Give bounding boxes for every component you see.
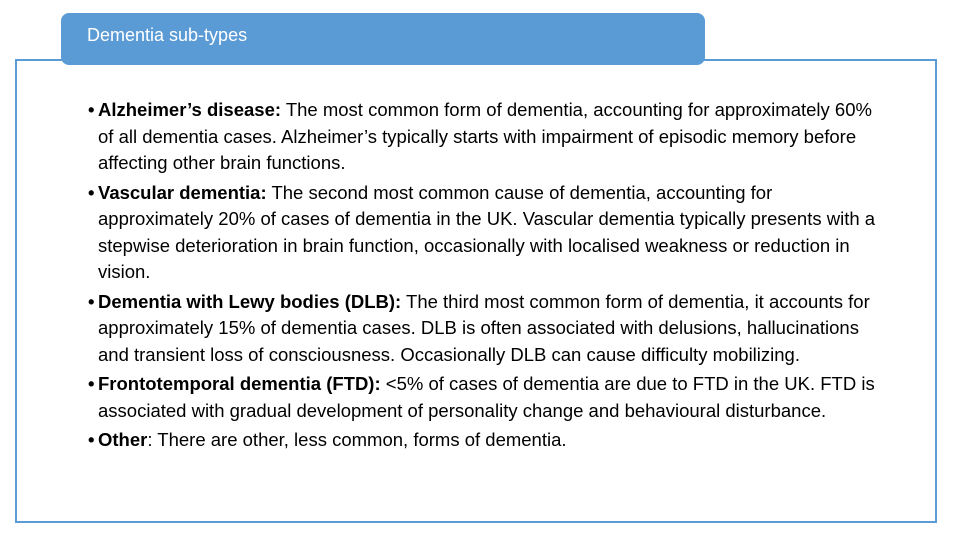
item-term: Other [98, 429, 148, 450]
list-item-lewy-bodies [88, 289, 888, 369]
item-description: The most common form of dementia, accounting for approximately 60% of all dementia cases. Alzheimer’s typically starts with impairment of episodic memory before affecting other brain functions. [98, 99, 872, 173]
item-description: The third most common form of dementia, it accounts for approximately 15% of dementia cases. DLB is often associated with delusions, hallucinations and transient loss of consciousness. Occasionally DLB can cause difficulty mobilizing. [98, 290, 870, 365]
item-description: : There are other, less common, forms of dementia. [147, 429, 567, 450]
subtype-list [88, 97, 888, 457]
header-title: Dementia sub-types [87, 25, 248, 45]
header-tab [61, 13, 705, 65]
item-description: The second most common cause of dementia, accounting for approximately 20% of cases of dementia in the UK. Vascular dementia typically presents with a stepwise deterioration in brain function, occasionally with localised weakness or reduction in vision. [98, 181, 876, 282]
bullet-dot-icon: • [88, 290, 95, 312]
list-item-frontotemporal [88, 371, 888, 424]
bullet-dot-icon: • [88, 373, 95, 394]
bullet-dot-icon: • [88, 429, 95, 450]
list-item-vascular [88, 180, 888, 286]
list-item-alzheimers [88, 97, 888, 177]
item-term: Vascular dementia: [98, 181, 267, 203]
item-term: Alzheimer’s disease: [98, 99, 282, 120]
item-term: Frontotemporal dementia (FTD): [98, 373, 381, 394]
list-item-other [88, 427, 888, 454]
bullet-dot-icon: • [88, 99, 95, 120]
bullet-dot-icon: • [88, 181, 95, 203]
item-term: Dementia with Lewy bodies (DLB): [98, 290, 402, 312]
item-description: <5% of cases of dementia are due to FTD in the UK. FTD is associated with gradual development of personality change and behavioural disturbance. [98, 373, 875, 421]
